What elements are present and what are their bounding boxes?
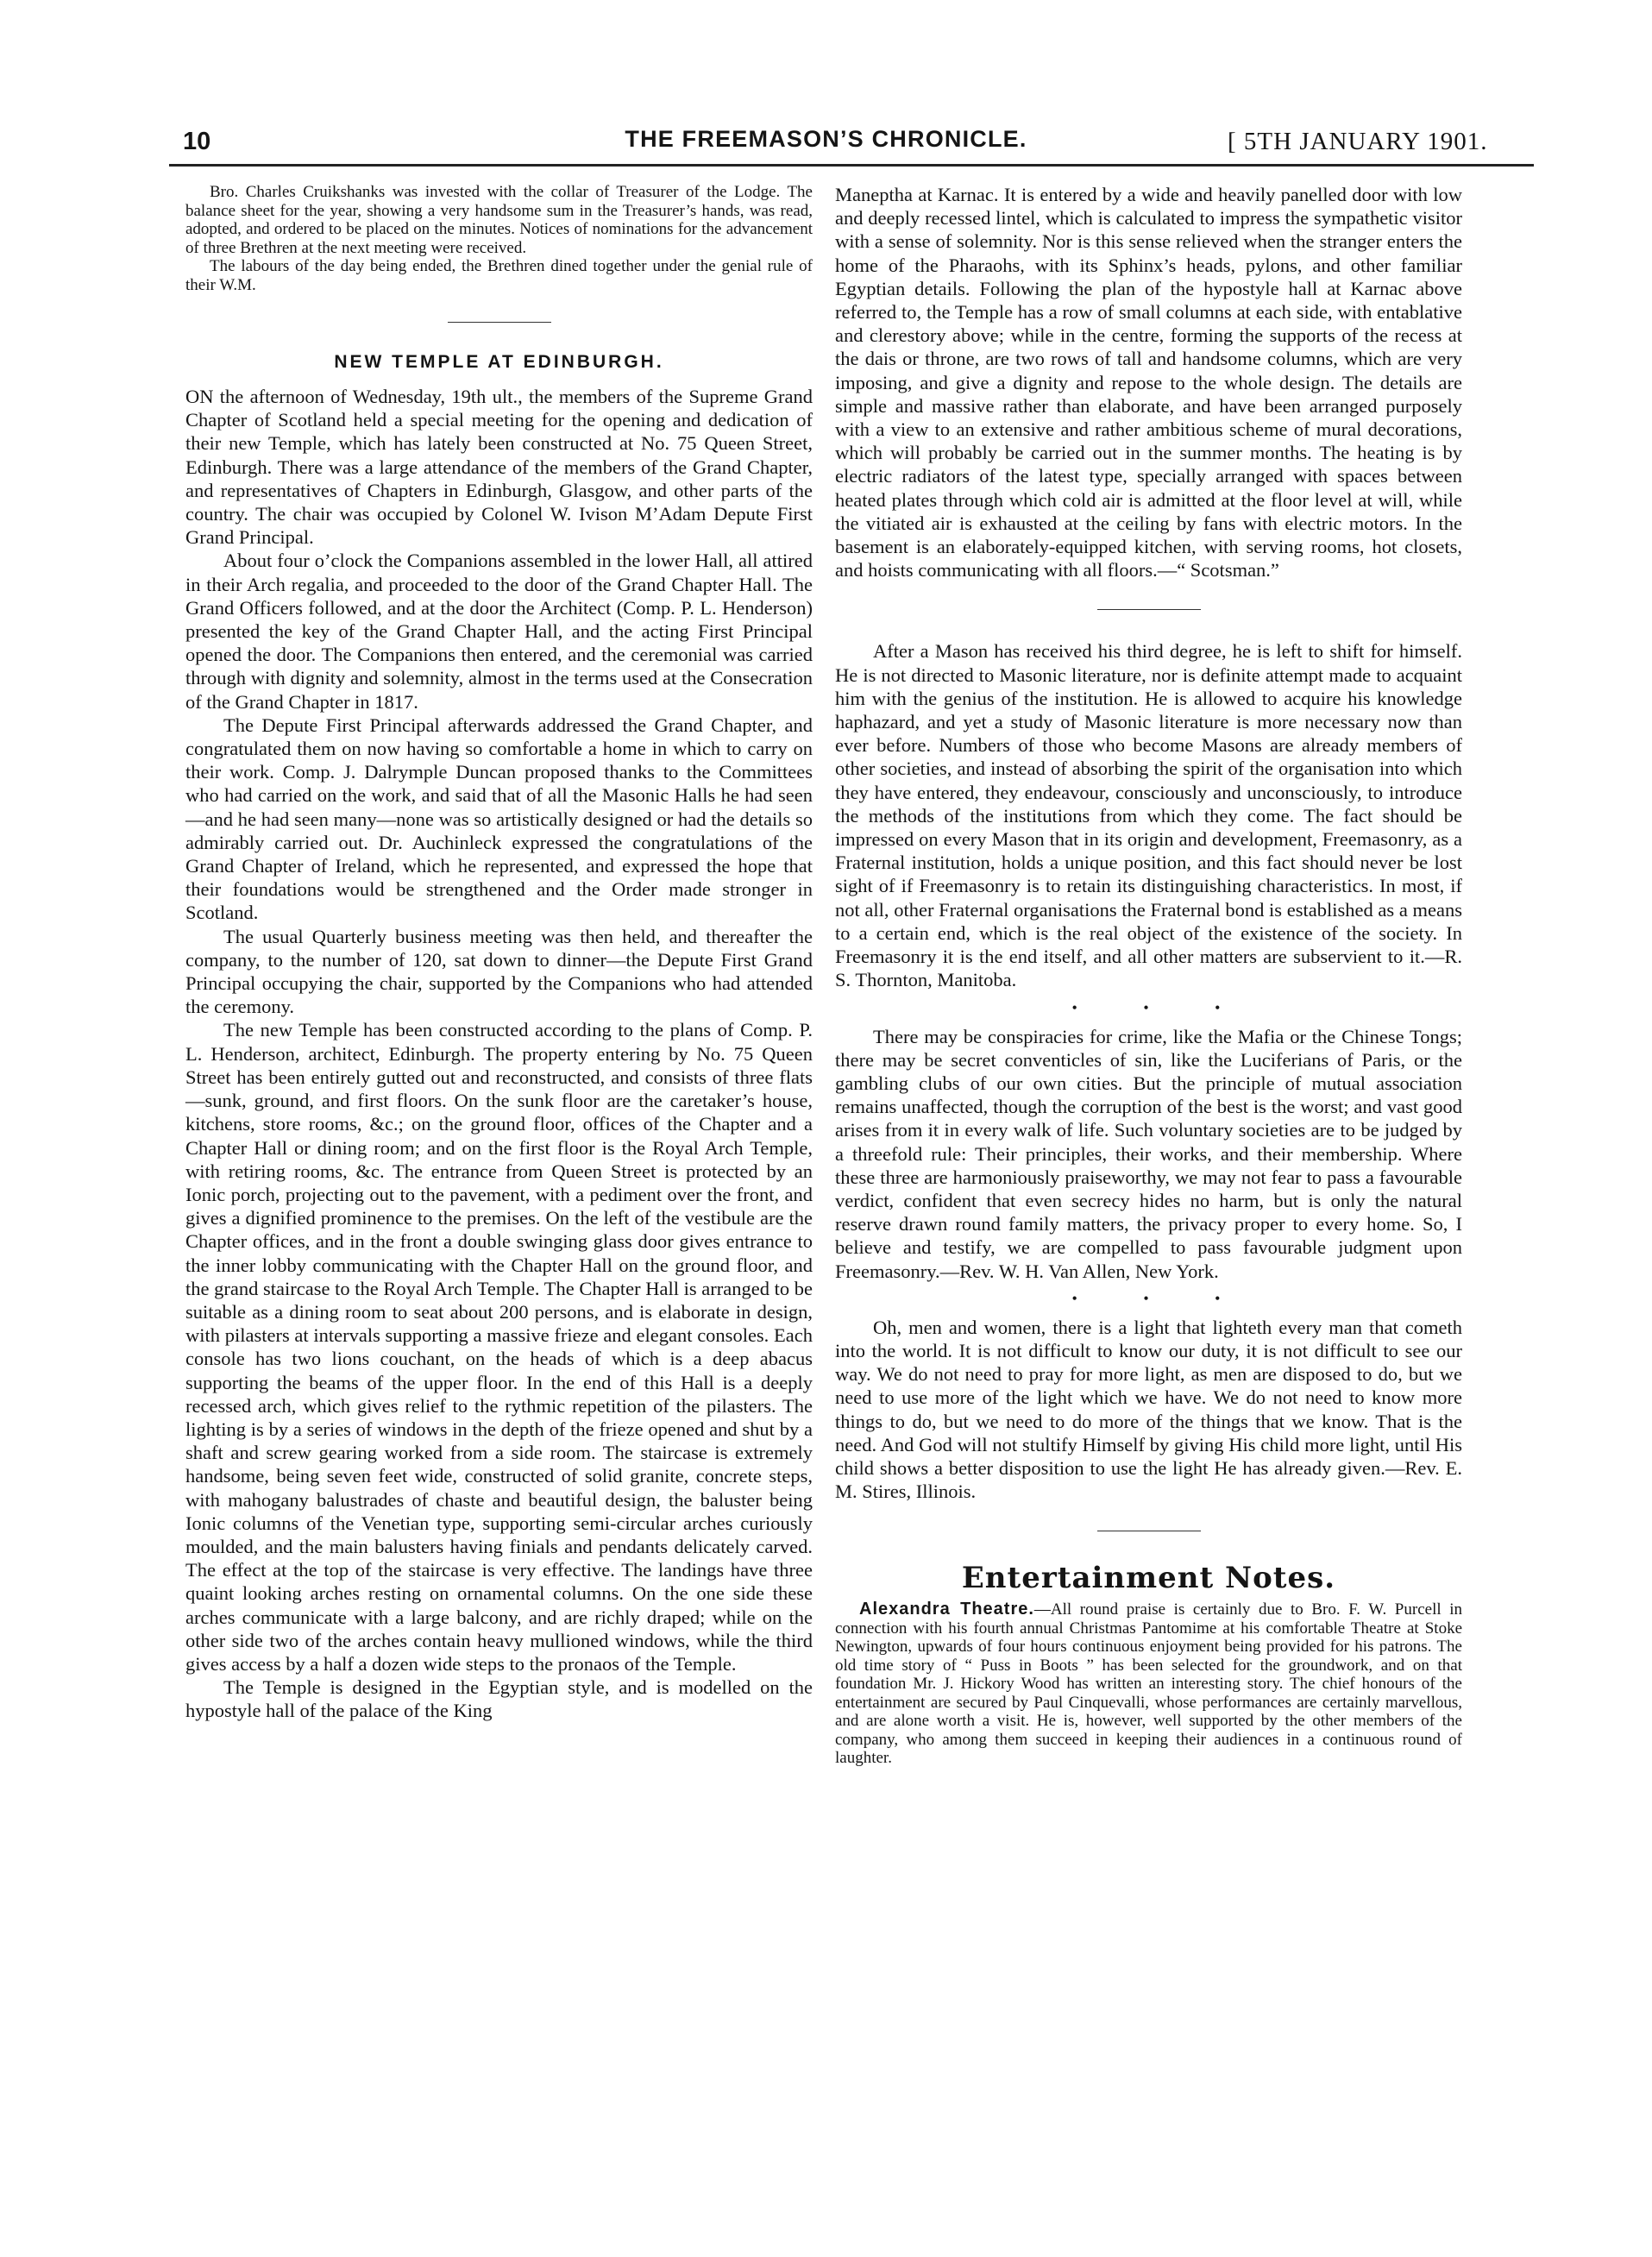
section-divider [448, 322, 551, 323]
article-paragraph: About four o’clock the Companions assembled in the lower Hall, all attired in their Arch regalia, and proceeded to the door of the Grand Chapter Hall. The Grand Officers followed, and at the door the Architect (Comp. P. L. Henderson) presented the key of the Grand Chapter Hall, and the acting First Principal opened the door. The Companions then entered, and the ceremonial was carried through with dignity and solemnity, almost in the terms used at the Consecration of the Grand Chapter in 1817. [185, 550, 813, 713]
page-header [0, 0, 1652, 173]
entertainment-heading: Entertainment Notes. [961, 1561, 1336, 1596]
theatre-text: —All round praise is certainly due to Bro. F. W. Purcell in connection with his fourth annual Christmas Pantomime at his comfortable Theatre at Stoke Newington, upwards of four hours continuous enjoyment being provided for his patrons. The old time story of “ Puss in Boots ” has been selected for the groundwork, and on that foundation Mr. J. Hickory Wood has written an interesting story. The chief honours of the entertainment are secured by Paul Cinquevalli, whose performances are certainly marvellous, and are alone worth a visit. He is, however, well supported by the other members of the company, who among them succeed in keeping their audiences in a continuous round of laughter. [835, 1600, 1462, 1768]
article-paragraph: The Temple is designed in the Egyptian style, and is modelled on the hypostyle hall of the palace of the King [185, 1676, 813, 1722]
labours-paragraph: The labours of the day being ended, the Brethren dined together under the genial rule of their W.M. [185, 257, 813, 294]
theatre-name: Alexandra Theatre. [859, 1600, 1034, 1619]
star-separator: • • • [1071, 1289, 1252, 1307]
treasurer-paragraph: Bro. Charles Cruikshanks was invested with the collar of Treasurer of the Lodge. The balance sheet for the year, showing a very handsome sum in the Treasurer’s hands, was read, adopted, and ordered to be placed on the minutes. Notices of nominations for the advancement of three Brethren at the next meeting were received. [185, 183, 813, 257]
page-number: 10 [183, 128, 211, 155]
article-paragraph: The usual Quarterly business meeting was then held, and thereafter the company, to the number of 120, sat down to dinner—the Depute First Grand Principal occupying the chair, supported by the Companions who had attended the ceremony. [185, 925, 813, 1018]
article-paragraph: The new Temple has been constructed according to the plans of Comp. P. L. Henderson, architect, Edinburgh. The property entering by No. 75 Queen Street has been entirely gutted out and reconstructed, and consists of three flats—sunk, ground, and first floors. On the sunk floor are the caretaker’s house, kitchens, store rooms, &c.; on the ground floor, offices of the Chapter and a Chapter Hall or dining room; and on the first floor is the Royal Arch Temple, with retiring rooms, &c. The entrance from Queen Street is protected by an Ionic porch, projecting out to the pavement, with a pediment over the front, and gives a dignified prominence to the premises. On the left of the vestibule are the Chapter offices, and in the front a double swinging glass door gives entrance to the inner lobby communicating with the Chapter Hall on the ground floor, and the grand staircase to the Royal Arch Temple. The Chapter Hall is arranged to be suitable as a dining room to seat about 200 persons, and is elaborate in design, with pilasters at intervals supporting a massive frieze and elegant consoles. Each console has two lions couchant, on the heads of which is a deep abacus supporting the beams of the upper floor. In the end of this Hall is a deeply recessed arch, which gives relief to the rythmic repetition of the pilasters. The lighting is by a series of windows in the depth of the frieze opened and shut by a shaft and screw gearing worked from a side room. The staircase is extremely handsome, being seven feet wide, constructed of solid granite, concrete steps, with mahogany balustrades of chaste and beautiful design, the baluster being Ionic columns of the Venetian type, supporting semi-circular arches curiously moulded, and the main balusters having finials and pendants delicately carved. The effect at the top of the staircase is very effective. The landings have three quaint looking arches resting on ornamental columns. On the one side these arches communicate with a large balcony, and are richly draped; while on the other side two of the arches contain heavy mullioned windows, while the third gives access by a half a dozen wide steps to the pronaos of the Temple. [185, 1019, 813, 1675]
star-separator: • • • [1071, 998, 1252, 1016]
article-heading: NEW TEMPLE AT EDINBURGH. [334, 352, 664, 372]
issue-date: [ 5TH JANUARY 1901. [1228, 128, 1488, 155]
mason-paragraph: After a Mason has received his third degree, he is left to shift for himself. He is not directed to Masonic literature, nor is definite attempt made to acquaint him with the genius of the institution. He is allowed to acquire his knowledge haphazard, and yet a study of Masonic literature is more necessary now than ever before. Numbers of those who become Masons are already members of other societies, and instead of absorbing the spirit of the organisation into which they have entered, they endeavour, consciously and unconsciously, to introduce the methods of the institutions from which they come. The fact should be impressed on every Mason that in its origin and development, Freemasonry, as a Fraternal institution, holds a unique position, and this fact should never be lost sight of if Freemasonry is to retain its distinguishing characteristics. In most, if not all, other Fraternal organisations the Fraternal bond is established as a means to a certain end, which is the real object of the existence of the society. In Freemasonry it is the end itself, and all other matters are subservient to it.—R. S. Thornton, Manitoba. [835, 640, 1462, 991]
header-rule [169, 164, 1534, 167]
article-paragraph: ON the afternoon of Wednesday, 19th ult., the members of the Supreme Grand Chapter of Scotland held a special meeting for the opening and dedication of their new Temple, which has lately been constructed at No. 75 Queen Street, Edinburgh. There was a large attendance of the members of the Grand Chapter, and representatives of Chapters in Edinburgh, Glasgow, and other parts of the country. The chair was occupied by Colonel W. Ivison M’Adam Depute First Grand Principal. [185, 386, 813, 549]
article-paragraph: The Depute First Principal afterwards addressed the Grand Chapter, and congratulated them on now having so comfortable a home in which to carry on their work. Comp. J. Dalrymple Duncan proposed thanks to the Committees who had carried on the work, and said that of all the Masonic Halls he had seen—and he had seen many—none was so artistically designed or had the details so admirably carried out. Dr. Auchinleck expressed the congratulations of the Grand Chapter of Ireland, which he represented, and expressed the hope that their foundations would be strengthened and the Order made stronger in Scotland. [185, 714, 813, 924]
theatre-paragraph [835, 1600, 1462, 1768]
section-divider [1097, 609, 1201, 610]
right-column [835, 183, 1462, 1768]
left-column [185, 183, 813, 1723]
temple-continuation: Maneptha at Karnac. It is entered by a wide and heavily panelled door with low and deeply recessed lintel, which is calculated to impress the sympathetic visitor with a sense of solemnity. Nor is this sense relieved when the stranger enters the home of the Pharaohs, with its Sphinx’s heads, pylons, and other familiar Egyptian details. Following the plan of the hypostyle hall at Karnac above referred to, the Temple has a row of small columns at each side, with entablative and clerestory above; while in the centre, forming the supports of the recess at the dais or throne, are two rows of tall and handsome columns, which are very imposing, and give a dignity and repose to the whole design. The details are simple and massive rather than elaborate, and have been arranged purposely with a view to an extensive and rather ambitious scheme of mural decorations, which will probably be carried out in the summer months. The heating is by electric radiators of the latest type, specially arranged with spaces between heated plates through which cold air is admitted at the floor level at will, while the vitiated air is exhausted at the ceiling by fans with electric motors. In the basement is an elaborately-equipped kitchen, with serving rooms, hot closets, and hoists communicating with all floors.—“ Scotsman.” [835, 184, 1462, 582]
publication-title: THE FREEMASON’S CHRONICLE. [625, 126, 1027, 152]
conspiracies-paragraph: There may be conspiracies for crime, like the Mafia or the Chinese Tongs; there may be secret conventicles of sin, like the Luciferians of Paris, or the gambling clubs of our own cities. But the principle of mutual association remains unaffected, though the corruption of the best is the worst; and vast good arises from it in every walk of life. Such voluntary societies are to be judged by a threefold rule: Their principles, their works, and their membership. Where these three are harmoniously praiseworthy, we may not fear to pass a favourable verdict, confident that even secrecy hides no harm, but is only the natural reserve drawn round family matters, the privacy proper to every home. So, I believe and testify, we are compelled to pass favourable judgment upon Freemasonry.—Rev. W. H. Van Allen, New York. [835, 1025, 1462, 1282]
light-paragraph: Oh, men and women, there is a light that lighteth every man that cometh into the world. It is not difficult to know our duty, it is not difficult to see our way. We do not need to pray for more light, as men are disposed to do, but we need to use more of the light which we have. We do not need to know more things to do, but we need to do more of the things that we know. That is the need. And God will not stultify Himself by giving His child more light, until His child shows a better disposition to use the light He has already given.—Rev. E. M. Stires, Illinois. [835, 1316, 1462, 1503]
